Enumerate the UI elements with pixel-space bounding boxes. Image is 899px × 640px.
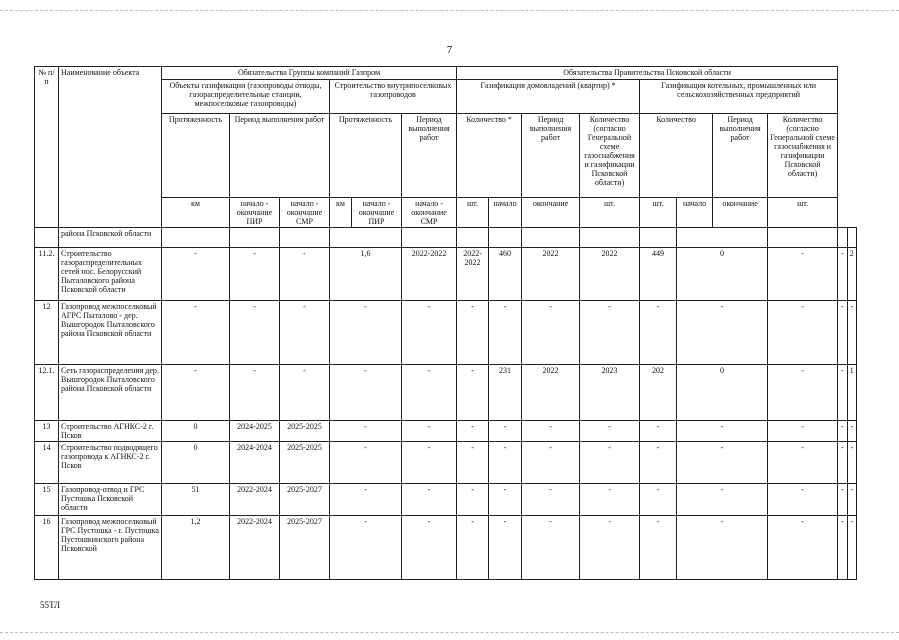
row-value: - bbox=[580, 516, 640, 580]
row-value: 2024-2024 bbox=[230, 442, 280, 484]
row-value: - bbox=[768, 484, 838, 516]
row-value: - bbox=[677, 442, 768, 484]
row-value: - bbox=[847, 442, 856, 484]
row-value: - bbox=[457, 516, 489, 580]
row-value: - bbox=[768, 301, 838, 365]
row-value: - bbox=[640, 442, 677, 484]
row-number: 11.2. bbox=[35, 248, 59, 301]
row-number: 14 bbox=[35, 442, 59, 484]
row-value bbox=[280, 228, 330, 248]
row-number: 16 bbox=[35, 516, 59, 580]
row-value: - bbox=[402, 442, 457, 484]
row-value: - bbox=[768, 442, 838, 484]
row-value: - bbox=[457, 421, 489, 442]
row-value bbox=[768, 228, 838, 248]
header-length-2: Протяженность bbox=[330, 114, 402, 198]
row-value: 231 bbox=[489, 365, 522, 421]
row-object-name: Сеть газораспределения дер. Вышгородок Пыталовского района Псковской области bbox=[59, 365, 162, 421]
row-value: - bbox=[522, 421, 580, 442]
table-row bbox=[35, 516, 857, 580]
row-value: - bbox=[677, 421, 768, 442]
unit-km-1: км bbox=[162, 198, 230, 228]
row-object-name: Газопровод межпоселковый ГРС Пустошка - г. Пустошка Пустошкинского района Псковской bbox=[59, 516, 162, 580]
header-gas-objects: Объекты газификации (газопроводы отводы, газораспределительные станции, межпоселковые газопроводы) bbox=[162, 80, 330, 114]
row-value: - bbox=[522, 301, 580, 365]
header-scheme-quantity-1: Количество (согласно Генеральной схеме газоснабжения и газификации Псковской области) bbox=[580, 114, 640, 198]
row-value: - bbox=[838, 365, 847, 421]
row-value: - bbox=[838, 248, 847, 301]
row-value: - bbox=[230, 248, 280, 301]
row-value: 2022-2022 bbox=[402, 248, 457, 301]
unit-km-2: км bbox=[330, 198, 352, 228]
row-value: - bbox=[838, 301, 847, 365]
scan-edge-bottom bbox=[0, 632, 899, 633]
unit-pir-1: начало - окончание ПИР bbox=[230, 198, 280, 228]
unit-smr-2: начало - окончание СМР bbox=[402, 198, 457, 228]
row-value: - bbox=[489, 484, 522, 516]
row-number: 13 bbox=[35, 421, 59, 442]
row-value: - bbox=[838, 442, 847, 484]
header-period-works-4: Период выполнения работ bbox=[713, 114, 768, 198]
row-value: - bbox=[580, 442, 640, 484]
row-value: 2025-2027 bbox=[280, 516, 330, 580]
row-value: - bbox=[640, 301, 677, 365]
row-value: - bbox=[402, 365, 457, 421]
row-value: - bbox=[330, 301, 402, 365]
unit-pcs-4: шт. bbox=[768, 198, 838, 228]
row-value: - bbox=[457, 365, 489, 421]
row-value bbox=[162, 228, 230, 248]
table-row bbox=[35, 442, 857, 484]
row-value: - bbox=[677, 301, 768, 365]
row-value: 2022 bbox=[580, 248, 640, 301]
unit-pir-2: начало - окончание ПИР bbox=[352, 198, 402, 228]
header-internal-pipelines: Строительство внутрипоселковых газопроводов bbox=[330, 80, 457, 114]
row-value: - bbox=[489, 516, 522, 580]
header-quantity-1: Количество * bbox=[457, 114, 522, 198]
table-row bbox=[35, 301, 857, 365]
row-value: - bbox=[230, 301, 280, 365]
row-value: 51 bbox=[162, 484, 230, 516]
row-number: 12 bbox=[35, 301, 59, 365]
row-value bbox=[402, 228, 457, 248]
table-row bbox=[35, 365, 857, 421]
row-value bbox=[640, 228, 677, 248]
header-length-1: Протяженность bbox=[162, 114, 230, 198]
row-value: 2022-2024 bbox=[230, 516, 280, 580]
row-value: - bbox=[640, 421, 677, 442]
row-value: - bbox=[847, 421, 856, 442]
header-period-works-2: Период выполнения работ bbox=[402, 114, 457, 198]
row-value bbox=[580, 228, 640, 248]
row-value: - bbox=[457, 484, 489, 516]
row-number bbox=[35, 228, 59, 248]
row-value: - bbox=[330, 442, 402, 484]
row-value: - bbox=[768, 248, 838, 301]
row-value: - bbox=[280, 365, 330, 421]
row-value: 0 bbox=[677, 365, 768, 421]
row-value: 2025-2025 bbox=[280, 442, 330, 484]
row-object-name: Строительство подводящего газопровода к АГНКС-2 г. Псков bbox=[59, 442, 162, 484]
row-value: - bbox=[402, 301, 457, 365]
row-value: 2 bbox=[847, 248, 856, 301]
row-value: 2025-2027 bbox=[280, 484, 330, 516]
header-object-name: Наименование объекта bbox=[59, 67, 162, 228]
row-value bbox=[847, 228, 856, 248]
row-value bbox=[522, 228, 580, 248]
row-value: - bbox=[580, 484, 640, 516]
row-object-name: района Псковской области bbox=[59, 228, 162, 248]
row-value: - bbox=[677, 484, 768, 516]
header-period-works-3: Период выполнения работ bbox=[522, 114, 580, 198]
row-value: - bbox=[402, 516, 457, 580]
gasification-table bbox=[34, 66, 857, 580]
row-value: - bbox=[330, 421, 402, 442]
row-value bbox=[489, 228, 522, 248]
row-value: - bbox=[162, 248, 230, 301]
row-value: 0 bbox=[162, 421, 230, 442]
unit-pcs-1: шт. bbox=[457, 198, 489, 228]
row-value: - bbox=[457, 301, 489, 365]
row-value: - bbox=[457, 442, 489, 484]
header-quantity-2: Количество bbox=[640, 114, 713, 198]
footer-code: 55ТЛ bbox=[40, 600, 61, 610]
row-value: 2025-2025 bbox=[280, 421, 330, 442]
row-value: - bbox=[522, 516, 580, 580]
row-value: - bbox=[580, 421, 640, 442]
header-gazprom-obligations: Обязательства Группы компаний Газпром bbox=[162, 67, 457, 80]
row-value: - bbox=[768, 516, 838, 580]
row-value bbox=[330, 228, 402, 248]
row-value: 1 bbox=[847, 365, 856, 421]
row-value: 2022 bbox=[522, 365, 580, 421]
row-value: 1,2 bbox=[162, 516, 230, 580]
row-value: 0 bbox=[677, 248, 768, 301]
row-value: - bbox=[640, 484, 677, 516]
row-value: - bbox=[847, 301, 856, 365]
unit-start-2: начало bbox=[677, 198, 713, 228]
row-value bbox=[838, 228, 847, 248]
header-boiler-gasification: Газификация котельных, промышленных или сельскохозяйственных предприятий bbox=[640, 80, 838, 114]
row-value: - bbox=[489, 442, 522, 484]
table-row bbox=[35, 484, 857, 516]
table-row bbox=[35, 248, 857, 301]
header-pskov-obligations: Обязательства Правительства Псковской области bbox=[457, 67, 838, 80]
row-value: 1,6 bbox=[330, 248, 402, 301]
unit-pcs-2: шт. bbox=[580, 198, 640, 228]
row-value: - bbox=[280, 301, 330, 365]
row-value: - bbox=[522, 484, 580, 516]
row-value: - bbox=[838, 484, 847, 516]
row-object-name: Строительство АГНКС-2 г. Псков bbox=[59, 421, 162, 442]
unit-smr-1: начало - окончание СМР bbox=[280, 198, 330, 228]
row-value: 0 bbox=[162, 442, 230, 484]
unit-start-1: начало bbox=[489, 198, 522, 228]
row-value: - bbox=[640, 516, 677, 580]
table-header bbox=[35, 67, 857, 228]
row-value: - bbox=[330, 484, 402, 516]
unit-end-2: окончание bbox=[713, 198, 768, 228]
table-body bbox=[35, 228, 857, 580]
row-value: 2023 bbox=[580, 365, 640, 421]
row-value: - bbox=[330, 516, 402, 580]
header-period-works-1: Период выполнения работ bbox=[230, 114, 330, 198]
header-num: № п/п bbox=[35, 67, 59, 228]
row-value: - bbox=[402, 484, 457, 516]
row-value: 460 bbox=[489, 248, 522, 301]
row-value: 202 bbox=[640, 365, 677, 421]
row-value: - bbox=[522, 442, 580, 484]
table-row bbox=[35, 421, 857, 442]
row-value: - bbox=[280, 248, 330, 301]
row-object-name: Газопровод-отвод и ГРС Пустошка Псковской области bbox=[59, 484, 162, 516]
row-value: - bbox=[838, 421, 847, 442]
row-value: - bbox=[768, 365, 838, 421]
row-object-name: Строительство газораспределительных сетей пос. Белорусский Пыталовского района Псковской области bbox=[59, 248, 162, 301]
row-value: - bbox=[768, 421, 838, 442]
row-value: - bbox=[402, 421, 457, 442]
unit-pcs-3: шт. bbox=[640, 198, 677, 228]
row-value: - bbox=[847, 484, 856, 516]
row-value: - bbox=[489, 301, 522, 365]
row-object-name: Газопровод межпоселковый АГРС Пыталово - дер. Вышгородок Пыталовского района Псковской области bbox=[59, 301, 162, 365]
unit-end-1: окончание bbox=[522, 198, 580, 228]
row-number: 15 bbox=[35, 484, 59, 516]
row-value: 2022-2022 bbox=[457, 248, 489, 301]
row-value: - bbox=[330, 365, 402, 421]
row-value: - bbox=[847, 516, 856, 580]
row-value: - bbox=[230, 365, 280, 421]
row-value bbox=[230, 228, 280, 248]
row-value: - bbox=[838, 516, 847, 580]
row-value: 2022-2024 bbox=[230, 484, 280, 516]
row-value: 449 bbox=[640, 248, 677, 301]
row-value bbox=[457, 228, 489, 248]
row-value bbox=[677, 228, 768, 248]
row-value: - bbox=[580, 301, 640, 365]
scan-edge-top bbox=[0, 10, 899, 11]
row-value: - bbox=[489, 421, 522, 442]
row-value: 2022 bbox=[522, 248, 580, 301]
row-number: 12.1. bbox=[35, 365, 59, 421]
row-value: - bbox=[162, 301, 230, 365]
header-scheme-quantity-2: Количество (согласно Генеральной схеме газоснабжения и газификации Псковской области) bbox=[768, 114, 838, 198]
table-row bbox=[35, 228, 857, 248]
row-value: 2024-2025 bbox=[230, 421, 280, 442]
header-household-gasification: Газификация домовладений (квартир) * bbox=[457, 80, 640, 114]
row-value: - bbox=[162, 365, 230, 421]
page-number: 7 bbox=[446, 44, 453, 56]
row-value: - bbox=[677, 516, 768, 580]
